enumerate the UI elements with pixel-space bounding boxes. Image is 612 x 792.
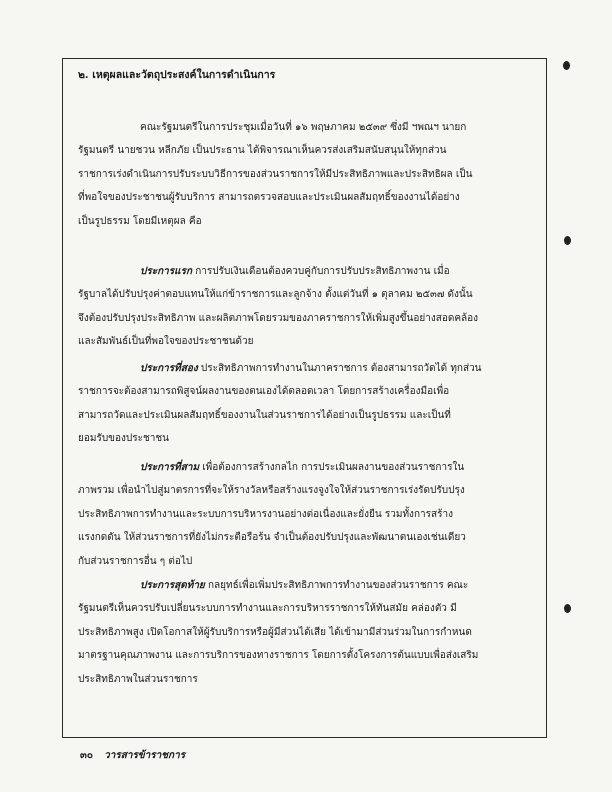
text-line	[78, 456, 528, 479]
text-line: เป็นรูปธรรม โดยมีเหตุผล คือ	[78, 215, 202, 227]
paragraph-third-reason	[78, 456, 528, 573]
reason-lead: ประการที่สอง	[140, 363, 198, 374]
text-line: ยอมรับของประชาชน	[78, 433, 170, 445]
text-line: ภาพรวม เพื่อนำไปสู่มาตรการที่จะให้รางวัลหรือสร้างแรงจูงใจให้ส่วนราชการเร่งรัดปรับปรุง	[78, 485, 465, 497]
text-line: สามารถวัดและประเมินผลสัมฤทธิ์ของงานในส่วนราชการได้อย่างเป็นรูปธรรม และเป็นที่	[78, 409, 451, 421]
page-number: ๓๐	[80, 750, 93, 761]
reason-lead: ประการแรก	[140, 266, 193, 277]
paragraph-intro	[78, 116, 528, 233]
text-line: รัฐมนตรีเห็นควรปรับเปลี่ยนระบบการทำงานและการบริหารราชการให้ทันสมัย คล่องตัว มี	[78, 603, 457, 615]
binder-hole-middle	[564, 236, 571, 245]
reason-lead: ประการที่สาม	[140, 462, 200, 473]
text-line: คณะรัฐมนตรีในการประชุมเมื่อวันที่ ๑๖ พฤษภาคม ๒๕๓๙ ซึ่งมี ฯพณฯ นายก	[140, 122, 467, 133]
text-line: ที่พอใจของประชาชนผู้รับบริการ สามารถตรวจสอบและประเมินผลสัมฤทธิ์ของงานได้อย่าง	[78, 192, 460, 204]
text-line	[78, 260, 528, 283]
text-line: แรงกดดัน ให้ส่วนราชการที่ยังไม่กระตือรือร้น จำเป็นต้องปรับปรุงและพัฒนาตนเองเช่นเดียว	[78, 532, 466, 544]
text-line-rest: กลยุทธ์เพื่อเพิ่มประสิทธิภาพการทำงานของส่วนราชการ คณะ	[204, 580, 469, 591]
section-heading: ๒. เหตุผลและวัตถุประสงค์ในการดำเนินการ	[78, 69, 276, 81]
text-line-rest: การปรับเงินเดือนต้องควบคู่กับการปรับประสิทธิภาพงาน เมื่อ	[192, 266, 450, 277]
text-line: ประสิทธิภาพสูง เปิดโอกาสให้ผู้รับบริการหรือผู้มีส่วนได้เสีย ได้เข้ามามีส่วนร่วมในการกำหนด	[78, 626, 472, 638]
text-line: ราชการเร่งดำเนินการปรับระบบวิธีการของส่วนราชการให้มีประสิทธิภาพและประสิทธิผล เป็น	[78, 168, 473, 180]
paragraph-second-reason	[78, 357, 528, 451]
paragraph-first-reason	[78, 260, 528, 354]
reason-lead: ประการสุดท้าย	[140, 580, 205, 591]
text-line: ประสิทธิภาพการทำงานและระบบการบริหารงานอย่างต่อเนื่องและยั่งยืน รวมทั้งการสร้าง	[78, 508, 453, 520]
binder-hole-bottom	[564, 604, 571, 613]
binder-hole-top	[563, 61, 570, 70]
text-line: กับส่วนราชการอื่น ๆ ต่อไป	[78, 555, 193, 567]
text-line	[78, 357, 528, 380]
text-line: รัฐบาลได้ปรับปรุงค่าตอบแทนให้แก่ข้าราชการและลูกจ้าง ตั้งแต่วันที่ ๑ ตุลาคม ๒๕๓๗ ดังนั้น	[78, 289, 473, 301]
journal-name: วารสารข้าราชการ	[104, 750, 186, 761]
text-line: และสัมพันธ์เป็นที่พอใจของประชาชนด้วย	[78, 336, 254, 348]
text-line	[78, 574, 528, 597]
text-line-rest: ประสิทธิภาพการทำงานในภาคราชการ ต้องสามารถวัดได้ ทุกส่วน	[197, 363, 482, 374]
text-line: มาตรฐานคุณภาพงาน และการบริการของทางราชการ โดยการตั้งโครงการต้นแบบเพื่อส่งเสริม	[78, 650, 479, 662]
text-line: รัฐมนตรี นายชวน หลีกภัย เป็นประธาน ได้พิจารณาเห็นควรส่งเสริมสนับสนุนให้ทุกส่วน	[78, 145, 447, 157]
text-line: ประสิทธิภาพในส่วนราชการ	[78, 673, 198, 685]
text-line-rest: เพื่อต้องการสร้างกลไก การประเมินผลงานของส่วนราชการใน	[199, 462, 465, 473]
text-line: จึงต้องปรับปรุงประสิทธิภาพ และผลิตภาพโดยรวมของภาคราชการให้เพิ่มสูงขึ้นอย่างสอดคล้อง	[78, 312, 479, 324]
paragraph-final-reason	[78, 574, 528, 691]
text-line: ราชการจะต้องสามารถพิสูจน์ผลงานของตนเองได้ตลอดเวลา โดยการสร้างเครื่องมือเพื่อ	[78, 386, 450, 398]
page-footer	[80, 748, 185, 763]
